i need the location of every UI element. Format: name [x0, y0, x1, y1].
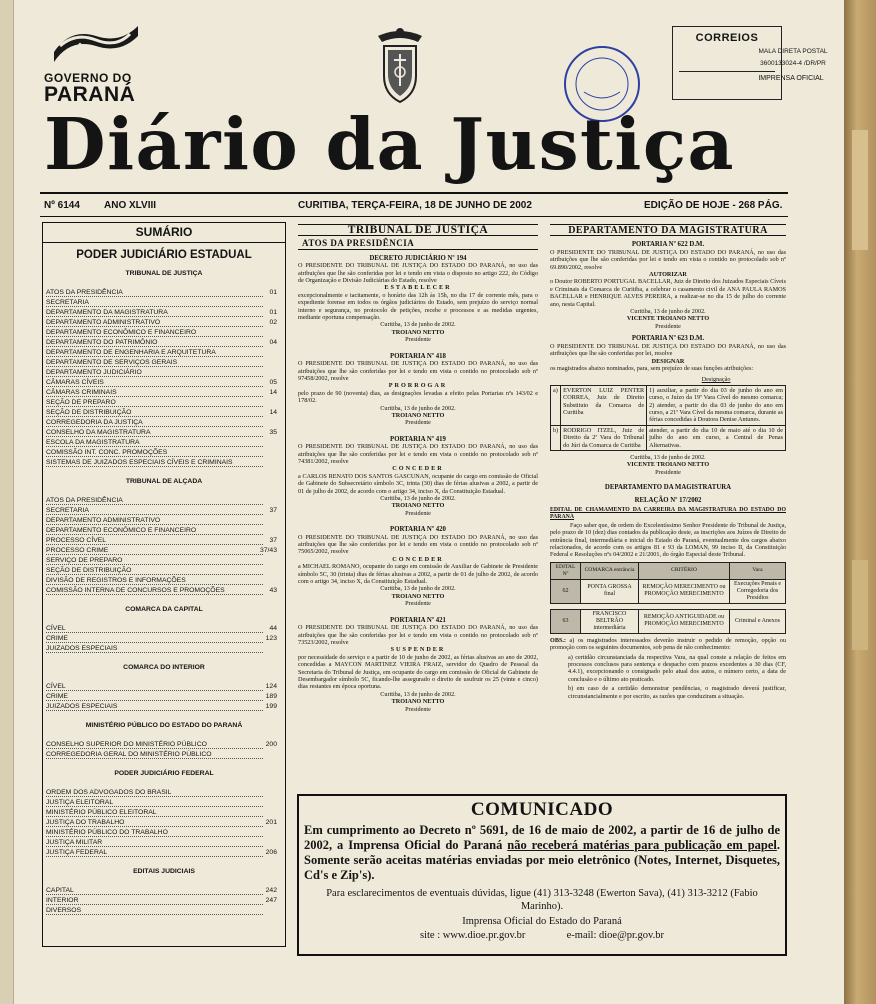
vaga-vara: Execuções Penais e Corregedoria dos Presídios [730, 579, 786, 603]
sumario-section-heading: TRIBUNAL DE JUSTIÇA [125, 270, 203, 277]
comunicado-body-part2: . Somente serão aceitas matérias enviadas por meio eletrônico (Notes, Internet, Disquetes, Cd's e Zip's). [304, 838, 780, 882]
sumario-entry[interactable] [43, 527, 285, 537]
tribunal-acts [298, 255, 538, 717]
sumario-entry-page: 189 [265, 693, 277, 700]
designation-table [550, 375, 786, 451]
sumario-entry-label: DEPARTAMENTO ADMINISTRATIVO [46, 517, 161, 524]
sumario-entry-label: DEPARTAMENTO ADMINISTRATIVO [46, 319, 161, 326]
sumario-section-heading: COMARCA DA CAPITAL [125, 606, 203, 613]
sumario-section-heading: EDITAIS JUDICIAIS [133, 868, 195, 875]
sumario-entry[interactable] [43, 319, 285, 329]
portaria-623-signer: VICENTE TROIANO NETTO [626, 461, 710, 469]
sumario-entry-label: JUIZADOS ESPECIAIS [46, 703, 118, 710]
act-signer: TROIANO NETTO [391, 328, 445, 336]
sumario-entry[interactable] [43, 587, 285, 597]
sumario-entry-label: CAPITAL [46, 887, 74, 894]
vagas-header-criterio: CRITÉRIO [639, 562, 730, 579]
sumario-entry-label: CONSELHO DA MAGISTRATURA [46, 429, 151, 436]
parana-flag-icon [50, 22, 142, 64]
sumario-entry-page: 01 [269, 309, 277, 316]
sumario-entry-label: INTERIOR [46, 897, 79, 904]
sumario-entry-label: ATOS DA PRESIDÊNCIA [46, 497, 123, 504]
sumario-subtitle: PODER JUDICIÁRIO ESTADUAL [76, 249, 252, 261]
sumario-entry-label: DEPARTAMENTO DA MAGISTRATURA [46, 309, 168, 316]
row-letter: a) [551, 385, 561, 425]
sumario-entry[interactable] [43, 809, 285, 819]
sumario-sections [43, 270, 285, 917]
sumario-entry[interactable] [43, 309, 285, 319]
sumario-entry-label: DIVERSOS [46, 907, 82, 914]
sumario-entry[interactable] [43, 419, 285, 429]
sumario-entry-page: 123 [265, 635, 277, 642]
sumario-entry[interactable] [43, 799, 285, 809]
sumario-entry[interactable] [43, 635, 285, 645]
sumario-entry[interactable] [43, 299, 285, 309]
sumario-entry-label: SEÇÃO DE PREPARO [46, 399, 116, 406]
sumario-entry[interactable] [43, 703, 285, 713]
newspaper-page [14, 0, 844, 1004]
sumario-entry-label: SEÇÃO DE DISTRIBUIÇÃO [46, 409, 132, 416]
sumario-entry[interactable] [43, 289, 285, 299]
portaria-623-title: PORTARIA Nº 623 D.M. [631, 335, 705, 343]
act-body: pelo prazo de 90 (noventa) dias, as designações levadas a efeito pelas Portarias nºs 143/02 e 178/02. [298, 389, 538, 405]
sumario-entry-page: 37 [269, 507, 277, 514]
act-date: Curitiba, 13 de junho de 2002. [380, 321, 456, 329]
sumario-entry-page: 200 [265, 741, 277, 748]
sumario-entry-label: SISTEMAS DE JUIZADOS ESPECIAIS CÍVEIS E CRIMINAIS [46, 459, 233, 466]
comunicado-body-underline: não receberá matérias para publicação em papel [507, 838, 777, 852]
comunicado-body-part1: Em cumprimento ao Decreto nº 5691, de 16 de maio de 2002, a partir de 16 de julho de 2002, a Imprensa Oficial do Paraná [304, 823, 780, 852]
act-signer: TROIANO NETTO [391, 411, 445, 419]
act-signer: TROIANO NETTO [391, 698, 445, 706]
act-intro: O PRESIDENTE DO TRIBUNAL DE JUSTIÇA DO ESTADO DO PARANÁ, no uso das atribuições que lhe são conferidas por lei e tendo em vista o contido no protocolado sob nº 73523/2002, resolve [298, 624, 538, 646]
act-verb: CONCEDER [392, 465, 444, 473]
sumario-entry-label: CONSELHO SUPERIOR DO MINISTÉRIO PÚBLICO [46, 741, 207, 748]
sumario-entry[interactable] [43, 389, 285, 399]
sumario-entry-page: 05 [269, 379, 277, 386]
sumario-entry-label: DEPARTAMENTO DO PATRIMÔNIO [46, 339, 158, 346]
vagas-header-comarca: COMARCA entrância [581, 562, 639, 579]
tribunal-act [298, 526, 538, 611]
gov-line1: GOVERNO DO [44, 71, 132, 85]
sumario-section-heading: COMARCA DO INTERIOR [123, 664, 205, 671]
correios-box [672, 26, 828, 100]
sumario-section-heading: MINISTÉRIO PÚBLICO DO ESTADO DO PARANÁ [85, 722, 243, 729]
tribunal-act [298, 436, 538, 521]
vaga-vara: Criminal e Anexos [730, 609, 786, 633]
sumario-entry[interactable] [43, 359, 285, 369]
act-role: Presidente [405, 336, 431, 344]
comunicado-contact: Para esclarecimentos de eventuais dúvidas, ligue (41) 313-3248 (Ewerton Sava), (41) 313-3212 (Fabio Marinho). [326, 888, 758, 912]
sumario-entry[interactable] [43, 547, 285, 557]
act-title: PORTARIA Nº 419 [390, 435, 446, 443]
vaga-num: 62 [551, 579, 581, 603]
act-intro: O PRESIDENTE DO TRIBUNAL DE JUSTIÇA DO ESTADO DO PARANÁ, no uso das atribuições que lhe são conferidas por lei e tendo em vista o contido no protocolado sob nº 97458/2002, resolve [298, 360, 538, 382]
sumario-entry-label: CRIME [46, 635, 68, 642]
relacao-title: RELAÇÃO Nº 17/2002 [634, 496, 702, 504]
act-verb: PRORROGAR [388, 382, 448, 390]
correios-title: CORREIOS [695, 32, 759, 44]
sumario-entry[interactable] [43, 577, 285, 587]
sumario-entry[interactable] [43, 459, 285, 469]
act-role: Presidente [405, 419, 431, 427]
sumario-entry-label: DEPARTAMENTO DE ENGENHARIA E ARQUITETURA [46, 349, 216, 356]
vaga-comarca: FRANCISCO BELTRÃO intermediária [581, 609, 639, 633]
comunicado-title: COMUNICADO [470, 799, 614, 820]
vaga-criterio: REMOÇÃO MERECIMENTO ou PROMOÇÃO MERECIMENTO [639, 579, 730, 603]
sumario-entry-page: 14 [269, 409, 277, 416]
tribunal-act [298, 255, 538, 348]
act-role: Presidente [405, 705, 431, 713]
obs-item-1: a) os magistrados interessados deverão instruir o pedido de remoção, opção ou promoção com os seguintes documentos, sob pena de não conhecimento: [550, 636, 786, 652]
act-title: PORTARIA Nº 421 [390, 616, 446, 624]
sumario-entry[interactable] [43, 839, 285, 849]
sumario-entry-label: CRIME [46, 693, 68, 700]
sumario-entry-page: 206 [265, 849, 277, 856]
comunicado-box [297, 794, 787, 956]
magistratura-header: DEPARTAMENTO DA MAGISTRATURA [550, 224, 786, 236]
tribunal-header: TRIBUNAL DE JUSTIÇA [298, 224, 538, 236]
portaria-623-body: os magistrados abaixo nominados, para, sem prejuízo de suas funções atribuições: [550, 364, 754, 372]
act-intro: O PRESIDENTE DO TRIBUNAL DE JUSTIÇA DO ESTADO DO PARANÁ, no uso das atribuições que lhe são conferidas por lei e tendo em vista o contido no protocolado sob nº 75065/2002, resolve [298, 533, 538, 556]
sumario-entry-label: ORDEM DOS ADVOGADOS DO BRASIL [46, 789, 172, 796]
act-date: Curitiba, 13 de junho de 2002. [380, 585, 456, 593]
sumario-box [42, 222, 286, 947]
portaria-622-title: PORTARIA Nº 622 D.M. [631, 241, 705, 249]
issue-number: Nº 6144 [44, 200, 80, 211]
sumario-entry-label: JUSTIÇA FEDERAL [46, 849, 108, 856]
sumario-entry-label: CÂMARAS CÍVEIS [46, 379, 104, 386]
sumario-entry-label: PROCESSO CÍVEL [46, 537, 107, 544]
page-edge-tab [852, 130, 868, 250]
sumario-entry-label: PROCESSO CRIME [46, 547, 109, 554]
sumario-entry-label: CÍVEL [46, 683, 66, 690]
issue-edition: EDIÇÃO DE HOJE - 268 PÁG. [644, 200, 783, 211]
act-date: Curitiba, 13 de junho de 2002. [380, 404, 456, 412]
sumario-entry-page: 14 [269, 389, 277, 396]
sumario-entry[interactable] [43, 567, 285, 577]
sumario-entry[interactable] [43, 497, 285, 507]
comunicado-body [304, 823, 780, 883]
issue-year: ANO XLVIII [104, 200, 157, 211]
portaria-623-date: Curitiba, 13 de junho de 2002. [630, 453, 706, 461]
sumario-entry-label: MINISTÉRIO PÚBLICO DO TRABALHO [46, 829, 168, 836]
sumario-entry[interactable] [43, 741, 285, 751]
sumario-entry-label: DEPARTAMENTO JUDICIÁRIO [46, 369, 142, 376]
act-verb: ESTABELECER [384, 284, 452, 292]
sumario-entry[interactable] [43, 507, 285, 517]
sumario-entry-label: SEÇÃO DE DISTRIBUIÇÃO [46, 567, 132, 574]
sumario-entry[interactable] [43, 369, 285, 379]
sumario-entry-label: JUSTIÇA ELEITORAL [46, 799, 114, 806]
portaria-622-intro: O PRESIDENTE DO TRIBUNAL DE JUSTIÇA DO ESTADO DO PARANÁ, no uso das atribuições que lhe são conferidas por lei e tendo em vista o contido no protocolado sob nº 69.890/2002, resolve [550, 248, 786, 271]
portaria-623-verb: DESIGNAR [651, 357, 685, 365]
sumario-entry[interactable] [43, 693, 285, 703]
sumario-entry[interactable] [43, 379, 285, 389]
portaria-622-role: Presidente [655, 322, 681, 330]
edital-title: EDITAL DE CHAMAMENTO DA CARREIRA DA MAGISTRATURA DO ESTADO DO PARANÁ [550, 507, 786, 521]
table-row [551, 385, 786, 425]
sumario-entry-page: 199 [265, 703, 277, 710]
comunicado-site-link[interactable]: site : www.dioe.pr.gov.br [420, 930, 526, 941]
masthead-rule-bottom [40, 216, 788, 217]
sumario-entry[interactable] [43, 409, 285, 419]
sumario-entry-label: DIVISÃO DE REGISTROS E INFORMAÇÕES [46, 577, 186, 584]
obs-label: OBS.: [550, 636, 566, 644]
sumario-entry-page: 35 [269, 429, 277, 436]
issue-date: CURITIBA, TERÇA-FEIRA, 18 DE JUNHO DE 2002 [298, 200, 532, 211]
sumario-entry[interactable] [43, 429, 285, 439]
designation-column-header: Designação [701, 376, 731, 384]
sumario-entry-label: SECRETARIA [46, 299, 89, 306]
sumario-entry-page: 201 [265, 819, 277, 826]
sumario-entry-page: 247 [265, 897, 277, 904]
sumario-entry[interactable] [43, 789, 285, 799]
magistratura-column [550, 224, 786, 700]
tribunal-column [298, 224, 538, 717]
portaria-623-role: Presidente [655, 468, 681, 476]
sumario-entry[interactable] [43, 537, 285, 547]
act-body: por necessidade do serviço e a partir de 10 de junho de 2002, as férias alusivas ao ano de 2002, concedidas a MAYCON MARTINEZ VIEIRA FRAIZ, servidor do Quadro de Pessoal da Secretaria do Tribunal de Justiça, em ocupante do cargo em comissão de Oficial de Gabinete de Desembargador símbolo 5C, ficando-lhe assegurado o direito de usufruir os 25 (vinte e cinco) dias restantes em época oportuna. [298, 653, 538, 691]
act-body: a CARLOS RENATO DOS SANTOS GASCUNAN, ocupante do cargo em comissão de Oficial de Gabinete do Subsecretário símbolo 3C, trinta (30) dias de férias alusivas a 2002, a partir de 01 de julho de 2002, de acordo com o artigo 34, inciso X, da Constituição Estadual. [298, 472, 538, 495]
sumario-entry-page: 04 [269, 339, 277, 346]
sumario-entry-label: ESCOLA DA MAGISTRATURA [46, 439, 140, 446]
masthead-rule-top [40, 192, 788, 194]
act-intro: O PRESIDENTE DO TRIBUNAL DE JUSTIÇA DO ESTADO DO PARANÁ, no uso das atribuições que lhe são conferidas por lei e tendo em vista o disposto no artigo 222, do Código de Organização e Divisão Judiciárias do Estado, resolve [298, 262, 538, 285]
sumario-entry[interactable] [43, 349, 285, 359]
act-role: Presidente [405, 509, 431, 517]
sumario-entry[interactable] [43, 907, 285, 917]
act-role: Presidente [405, 600, 431, 608]
correios-line2: 3600133024-4 /DR/PR [760, 60, 826, 67]
sumario-entry-page: 01 [269, 289, 277, 296]
sumario-entry-label: MINISTÉRIO PÚBLICO ELEITORAL [46, 809, 157, 816]
sumario-entry[interactable] [43, 897, 285, 907]
sumario-entry-label: SECRETARIA [46, 507, 89, 514]
dept-heading-2: DEPARTAMENTO DA MAGISTRATURA [604, 484, 732, 492]
correios-divider [679, 71, 775, 72]
sumario-title: SUMÁRIO [43, 223, 285, 243]
portaria-622-body: o Doutor ROBERTO PORTUGAL BACELLAR, Juiz de Direito dos Juizados Especiais Cíveis e Criminais da Comarca de Curitiba, a celebrar o casamento civil de ANA PAULA RAMOS BACELLAR e HENRIQUE ALVES PEREIRA, a realizar-se no dia 15 de julho do corrente ano, nesta Capital. [550, 278, 786, 308]
comunicado-email-link[interactable]: e-mail: dioe@pr.gov.br [566, 930, 664, 941]
sumario-entry-label: JUSTIÇA DO TRABALHO [46, 819, 125, 826]
act-body: excepcionalmente e tacitamente, o horário das 12h às 15h, no dia 17 de corrente mês, para o expediente forense em todos os órgãos judiciários do Estado, sem prejuízo do serviço normal interno e segurança, no protocolo de petições, recebe e processos e as medidas urgentes, mediante oportuna compensação. [298, 291, 538, 322]
sumario-entry[interactable] [43, 557, 285, 567]
sumario-entry-page: 43 [269, 587, 277, 594]
act-signer: TROIANO NETTO [391, 592, 445, 600]
row-judge: RODRIGO ITZEL, Juiz de Direito da 2ª Vara do Tribunal do Júri da Comarca de Curitiba [561, 425, 647, 450]
portaria-622-verb: AUTORIZAR [649, 271, 687, 279]
state-crest-icon [372, 26, 428, 106]
edital-body: Faço saber que, de ordem do Excelentíssimo Senhor Presidente do Tribunal de Justiça, pelo prazo de 10 (dez) dias contados da publicação deste, as inscrições aos Juízes de Direito de entrância final, intermediária e inicial do Estado do Paraná, eventualmente dos cargos abaixo relacionados, de acordo com os artigos 81 e 93 da LOMAN, 99 inciso II, da Constituição Federal e Resoluções nºs 04/2002 e 21/2001, do órgão Especial deste Tribunal. [550, 521, 786, 559]
sumario-entry-label: SERVIÇO DE PREPARO [46, 557, 123, 564]
newspaper-title: Diário da Justiça [44, 102, 736, 186]
sumario-entry[interactable] [43, 339, 285, 349]
sumario-entry-label: CORREGEDORIA GERAL DO MINISTÉRIO PÚBLICO [46, 751, 212, 758]
gov-line2: PARANÁ [44, 83, 136, 106]
binding-spine [0, 0, 14, 1004]
vagas-header-num: EDITAL Nº [551, 562, 581, 579]
sumario-entry[interactable] [43, 683, 285, 693]
sumario-section-heading: TRIBUNAL DE ALÇADA [125, 478, 203, 485]
atos-presidencia-header: ATOS DA PRESIDÊNCIA [298, 236, 538, 249]
sumario-entry[interactable] [43, 439, 285, 449]
sumario-entry[interactable] [43, 625, 285, 635]
sumario-entry-label: DEPARTAMENTO ECONÔMICO E FINANCEIRO [46, 527, 197, 534]
table-row [551, 579, 786, 603]
act-date: Curitiba, 13 de junho de 2002. [380, 690, 456, 698]
sumario-entry[interactable] [43, 887, 285, 897]
act-title: PORTARIA Nº 420 [390, 526, 446, 534]
row-letter: b) [551, 425, 561, 450]
act-signer: TROIANO NETTO [391, 502, 445, 510]
row-designation: 1) auxiliar, a partir do dia 03 de junho do ano em curso, o Juízo da 19ª Vara Cível do mesmo comarca; 2) atender, a partir do dia 03 de junho do ano em curso, a 21ª Vara Cível da mesma comarca, durante as férias concedidas à Doutora Denise Antunes. [647, 385, 786, 425]
correios-line1: MALA DIRETA POSTAL [758, 48, 828, 55]
portaria-622-signer: VICENTE TROIANO NETTO [626, 315, 710, 323]
portaria-623-intro: O PRESIDENTE DO TRIBUNAL DE JUSTIÇA DO ESTADO DO PARANÁ, no uso das atribuições que lhe são conferidas por lei, resolve [550, 342, 786, 358]
act-verb: CONCEDER [392, 555, 444, 563]
sumario-entry-label: JUSTIÇA MILITAR [46, 839, 103, 846]
sumario-entry-label: CÂMARAS CRIMINAIS [46, 389, 117, 396]
obs-item-3: b) em caso de a certidão demonstrar pendências, o magistrado deverá justificar, circunstancialmente e por escrito, as razões que conduziram a situação. [568, 685, 786, 700]
sumario-entry[interactable] [43, 329, 285, 339]
row-designation: atender, a partir do dia 10 de maio até o dia 10 de julho do ano em curso, a Central de Penas Alternativas. [647, 425, 786, 450]
sumario-entry-page: 37 [269, 537, 277, 544]
tribunal-act [298, 617, 538, 717]
vagas-table [550, 562, 786, 634]
issue-info-bar [42, 196, 786, 214]
sumario-entry[interactable] [43, 449, 285, 459]
act-body: a MICHAEL ROMANO, ocupante do cargo em comissão de Auxiliar de Gabinete de Presidente símbolo 5C, 30 (trinta) dias de férias alusivas a 2002, a partir de 01 de julho de 2002, de acordo com o artigo 34, inciso X, da Constituição Estadual. [298, 563, 538, 586]
vaga-comarca: PONTA GROSSA final [581, 579, 639, 603]
correios-line3: IMPRENSA OFICIAL [758, 75, 824, 82]
comunicado-org: Imprensa Oficial do Estado do Paraná [462, 916, 622, 927]
sumario-entry-page: 124 [265, 683, 277, 690]
vaga-num: 63 [551, 609, 581, 633]
sumario-entry-page: 02 [269, 319, 277, 326]
row-judge: EVERTON LUIZ PENTER CORREA, Juiz de Direito Substituto da Comarca de Curitiba [561, 385, 647, 425]
sumario-entry[interactable] [43, 819, 285, 829]
page-edge-tab [852, 560, 868, 650]
sumario-entry-label: DEPARTAMENTO DE SERVIÇOS GERAIS [46, 359, 178, 366]
sumario-entry-label: JUIZADOS ESPECIAIS [46, 645, 118, 652]
sumario-entry-label: CÍVEL [46, 625, 66, 632]
obs-item-2: a) certidão circunstanciada da respectiva Vara, na qual conste a relação de feitos em processos conclusos para sentença e despacho com prazos excedentes a 30 dias (CF, 4.4.1), excepcionando o consignado pelo atual dos autos, o número certo, a data de conclusão e o último ato praticado. [568, 653, 786, 683]
portaria-622-date: Curitiba, 13 de junho de 2002. [630, 308, 706, 316]
sumario-entry[interactable] [43, 645, 285, 655]
act-title: PORTARIA Nº 418 [390, 352, 446, 360]
sumario-entry-label: COMISSÃO INTERNA DE CONCURSOS E PROMOÇÕES [46, 587, 225, 594]
sumario-entry[interactable] [43, 829, 285, 839]
sumario-section-heading: PODER JUDICIÁRIO FEDERAL [114, 770, 214, 777]
sumario-entry-label: ATOS DA PRESIDÊNCIA [46, 289, 123, 296]
sumario-entry-page: 44 [269, 625, 277, 632]
sumario-entry[interactable] [43, 849, 285, 859]
sumario-entry-page: 37/43 [259, 547, 277, 554]
table-row [551, 609, 786, 633]
sumario-entry-label: COMISSÃO INT. CONC. PROMOÇÕES [46, 449, 168, 456]
table-row [551, 425, 786, 450]
tribunal-act [298, 353, 538, 431]
act-intro: O PRESIDENTE DO TRIBUNAL DE JUSTIÇA DO ESTADO DO PARANÁ, no uso das atribuições que lhe são conferidas por lei e tendo em vista o contido no protocolado sob nº 74381/2002, resolve [298, 443, 538, 465]
sumario-entry-label: CORREGEDORIA DA JUSTIÇA [46, 419, 143, 426]
act-date: Curitiba, 13 de junho de 2002. [380, 495, 456, 502]
sumario-entry-page: 242 [265, 887, 277, 894]
sumario-entry-label: DEPARTAMENTO ECONÔMICO E FINANCEIRO [46, 329, 197, 336]
sumario-entry[interactable] [43, 751, 285, 761]
vaga-criterio: REMOÇÃO ANTIGUIDADE ou PROMOÇÃO MERECIMENTO [639, 609, 730, 633]
governo-parana-logo [44, 22, 154, 105]
sumario-entry[interactable] [43, 517, 285, 527]
sumario-entry[interactable] [43, 399, 285, 409]
act-verb: SUSPENDER [390, 646, 446, 654]
act-title: DECRETO JUDICIÁRIO Nº 194 [369, 254, 467, 262]
page-edge [844, 0, 876, 1004]
vagas-header-vara: Vara [730, 562, 786, 579]
